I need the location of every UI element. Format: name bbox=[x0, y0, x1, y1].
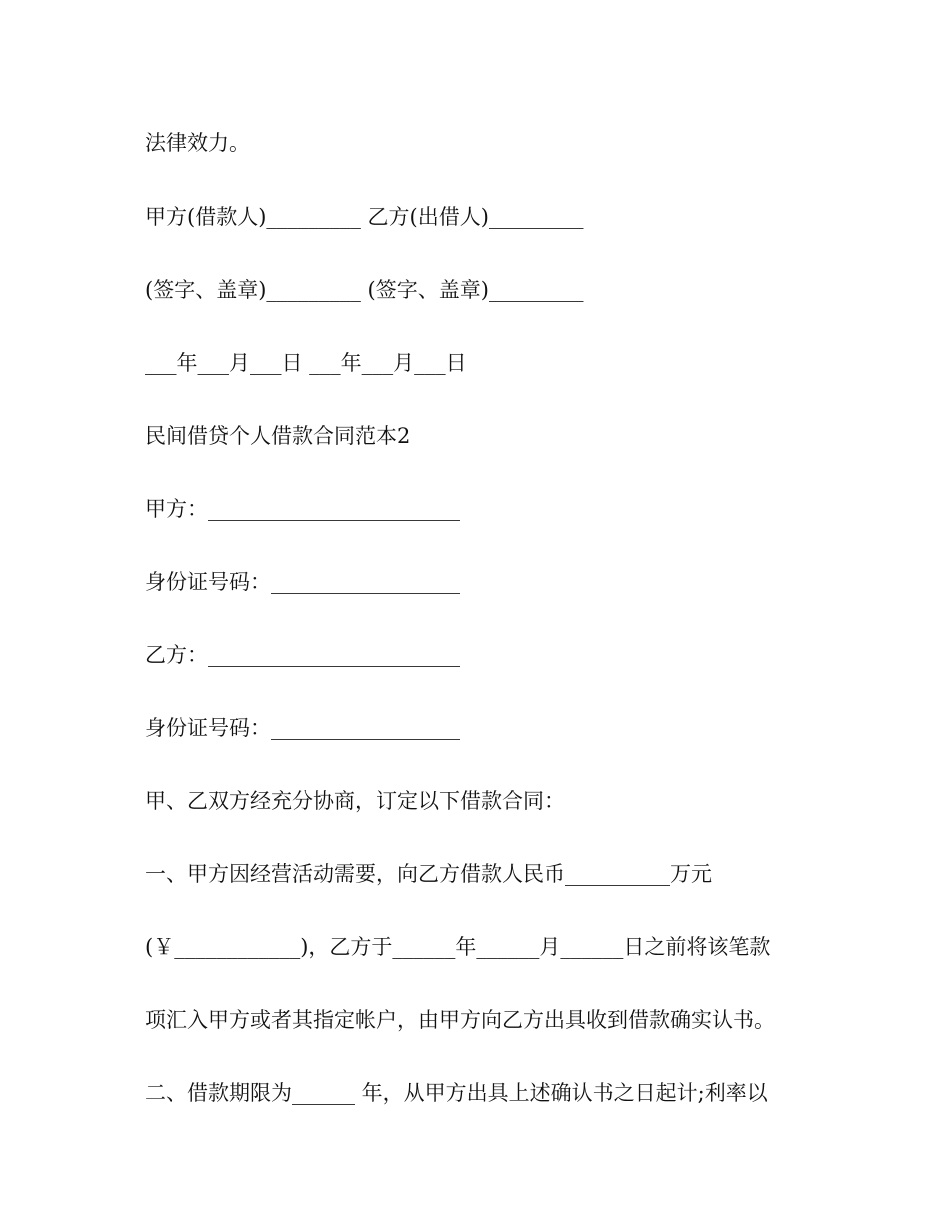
seal-line: (签字、盖章)_________ (签字、盖章)_________ bbox=[145, 278, 584, 302]
clause-line: (￥____________)，乙方于______年______月______日之前将该笔款 bbox=[145, 935, 771, 959]
party-signature-line: 甲方(借款人)_________ 乙方(出借人)_________ bbox=[145, 205, 584, 229]
clause-line: 项汇入甲方或者其指定帐户，由甲方向乙方出具收到借款确实认书。 bbox=[145, 1008, 775, 1032]
clause-line: 一、甲方因经营活动需要，向乙方借款人民币__________万元 bbox=[145, 862, 712, 886]
id-number-line: 身份证号码：__________________ bbox=[145, 570, 460, 594]
section-title: 民间借贷个人借款合同范本2 bbox=[145, 424, 411, 448]
clause-line: 二、借款期限为______ 年，从甲方出具上述确认书之日起计;利率以 bbox=[145, 1081, 768, 1105]
text-line: 法律效力。 bbox=[145, 131, 250, 155]
id-number-line: 身份证号码：__________________ bbox=[145, 716, 460, 740]
party-a-line: 甲方：________________________ bbox=[145, 497, 460, 521]
date-line: ___年___月___日 ___年___月___日 bbox=[145, 351, 467, 375]
party-b-line: 乙方：________________________ bbox=[145, 643, 460, 667]
text-line: 甲、乙双方经充分协商，订定以下借款合同： bbox=[145, 789, 565, 813]
